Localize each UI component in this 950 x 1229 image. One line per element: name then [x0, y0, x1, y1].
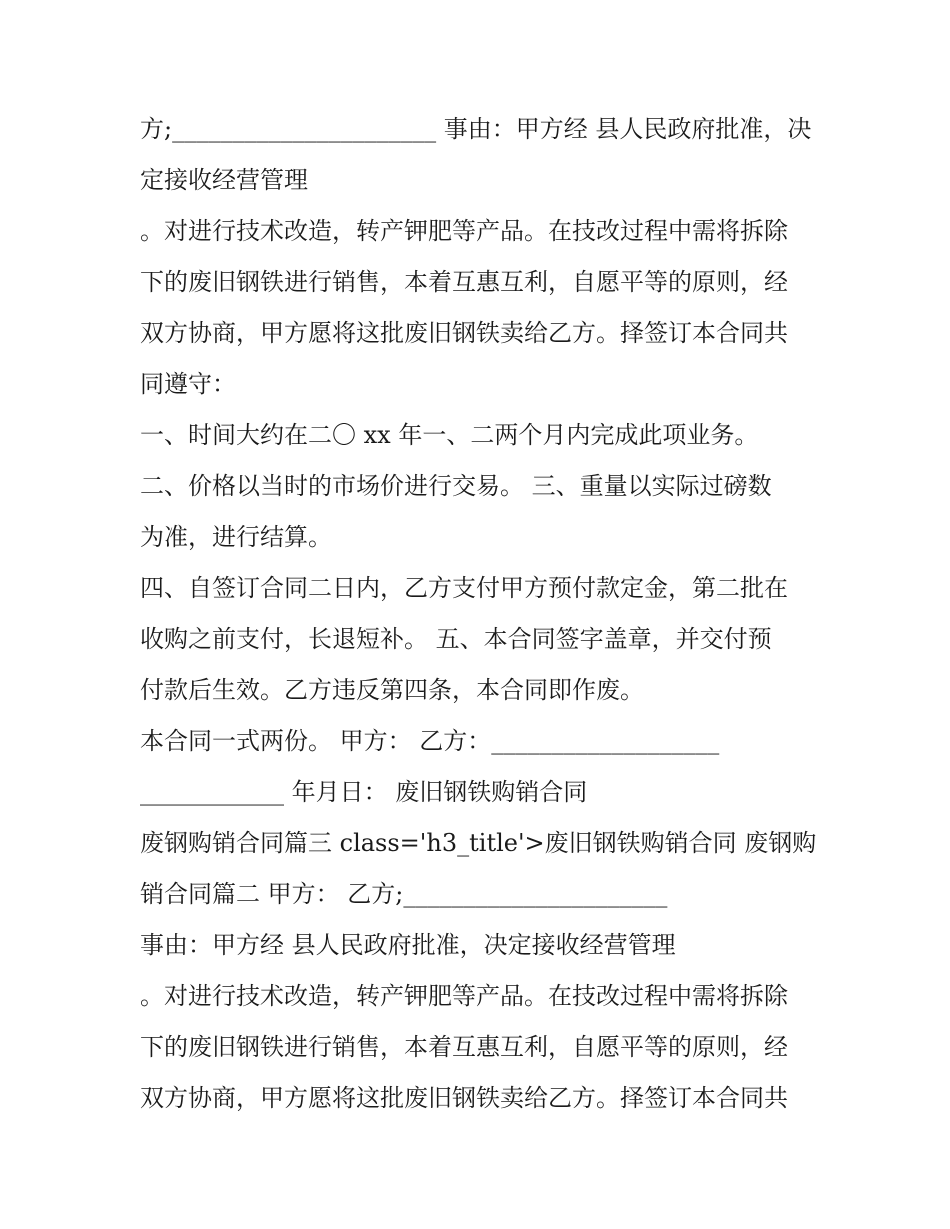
- text-line: 。对进行技术改造，转产钾肥等产品。在技改过程中需将拆除: [140, 982, 788, 1010]
- text-line: 废钢购销合同篇三 class='h3_title'>废旧钢铁购销合同 废钢购: [140, 829, 817, 857]
- text-line: 二、价格以当时的市场价进行交易。 三、重量以实际过磅数: [140, 472, 772, 500]
- text-line: 下的废旧钢铁进行销售，本着互惠互利，自愿平等的原则，经: [140, 1033, 788, 1061]
- contract-text: [140, 104, 830, 1124]
- text-line: ____________ 年月日： 废旧钢铁购销合同: [140, 778, 588, 806]
- text-line: 一、时间大约在二〇 xx 年一、二两个月内完成此项业务。: [140, 421, 759, 449]
- text-line: 双方协商，甲方愿将这批废旧钢铁卖给乙方。择签订本合同共: [140, 1084, 788, 1112]
- text-line: 付款后生效。乙方违反第四条，本合同即作废。: [140, 676, 644, 704]
- text-line: 四、自签订合同二日内，乙方支付甲方预付款定金，第二批在: [140, 574, 788, 602]
- text-line: 销合同篇二 甲方： 乙方;______________________: [140, 880, 668, 908]
- text-line: 下的废旧钢铁进行销售，本着互惠互利，自愿平等的原则，经: [140, 268, 788, 296]
- text-line: 双方协商，甲方愿将这批废旧钢铁卖给乙方。择签订本合同共: [140, 319, 788, 347]
- text-line: 。对进行技术改造，转产钾肥等产品。在技改过程中需将拆除: [140, 217, 788, 245]
- text-line: 定接收经营管理: [140, 166, 308, 194]
- text-line: 方;______________________ 事由：甲方经 县人民政府批准，决: [140, 115, 812, 143]
- text-line: 本合同一式两份。 甲方： 乙方：___________________: [140, 727, 720, 755]
- text-line: 同遵守：: [140, 370, 236, 398]
- text-line: 事由：甲方经 县人民政府批准，决定接收经营管理: [140, 931, 676, 959]
- text-line: 收购之前支付，长退短补。 五、本合同签字盖章，并交付预: [140, 625, 772, 653]
- text-line: 为准，进行结算。: [140, 523, 332, 551]
